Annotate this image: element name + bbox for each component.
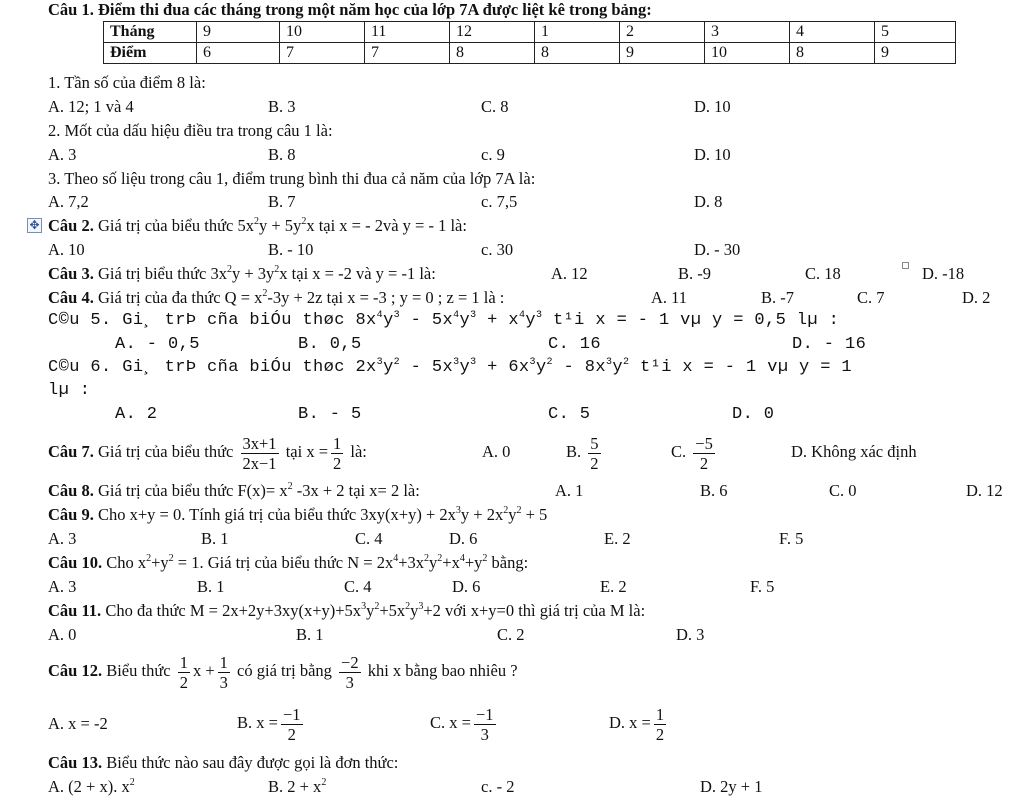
option-e: E. 2	[604, 529, 631, 548]
option-a: A. 12; 1 và 4	[48, 97, 134, 116]
table-cell: 6	[197, 43, 280, 64]
question-text: Giá trị của biểu thức	[97, 442, 234, 461]
option-b: B. x = $\frac{-1}{2}$	[237, 704, 301, 744]
question-text: Biểu thức nào sau đây được gọi là đơn thức:	[106, 753, 399, 772]
option-d: D. 10	[694, 97, 731, 116]
score-table	[103, 21, 956, 64]
option-a: A. (2 + x). $x^2$	[48, 777, 135, 796]
question-label: Câu 13.	[48, 753, 103, 772]
table-cell: 7	[365, 43, 450, 64]
expression: $3x^2y + 3y^2x$	[210, 264, 288, 283]
table-cell: Tháng	[104, 22, 197, 43]
option-b: B. 3	[268, 97, 296, 116]
question-text: khi x bằng bao nhiêu ?	[367, 661, 518, 680]
question-text: Giá trị của biểu thức $F(x)= x^2$ -3x + 2 tại x= 2 là:	[97, 481, 420, 500]
question-7: Câu 7. Giá trị của biểu thức $\frac{3x+1}{2x-1}$ tại x = $\frac{1}{2}$ là:	[48, 433, 367, 473]
question-8	[48, 481, 420, 501]
question-text: Cho đa thức $M = 2x+2y+3xy(x+y)+5x^3y^2+5x^2y^3+2$ với x+y=0 thì giá trị của M là:	[105, 601, 646, 620]
question-1-2: 2. Mốt của dấu hiệu điều tra trong câu 1 là:	[48, 121, 333, 140]
option-c: C. $\frac{-5}{2}$	[671, 433, 713, 473]
table-cell: 2	[620, 22, 705, 43]
option-d: D. 0	[732, 405, 775, 424]
fraction: $\frac{1}{2}$	[333, 433, 342, 473]
option-c: C. 7	[857, 288, 885, 307]
expression: $5x^2y + 5y^2x$	[237, 216, 315, 235]
option-a: A. 10	[48, 240, 85, 259]
table-cell: 7	[280, 43, 365, 64]
title: Câu 1. Điểm thi đua các tháng trong một năm học của lớp 7A được liệt kê trong bảng:	[48, 0, 652, 19]
option-d: D. 2y + 1	[700, 777, 763, 796]
option-b: B. - 10	[268, 240, 314, 259]
question-label: Câu 3.	[48, 264, 94, 283]
question-3	[48, 264, 436, 284]
fraction: $\frac{-1}{2}$	[282, 704, 301, 744]
option-a: A. 3	[48, 145, 77, 164]
table-cell: 8	[790, 43, 875, 64]
question-text: Giá trị biểu thức	[97, 264, 207, 283]
table-row	[104, 22, 956, 43]
option-b: B. $2 + x^2$	[268, 777, 327, 796]
question-text: Cho x+y = 0. Tính giá trị của biểu thức $3xy(x+y) + 2x^3y + 2x^2y^2 + 5$	[97, 505, 548, 524]
question-6: C©u 6. Gi¸ trÞ cña biÓu thøc $2x^3y^2 - 5x^3y^3 + 6x^3y^2 - 8x^3y^2$ t¹i x = - 1 vµ y = 1	[48, 357, 853, 377]
option-d: D. x = $\frac{1}{2}$	[609, 704, 665, 744]
fraction: $\frac{-2}{3}$	[341, 652, 359, 692]
table-cell: 12	[450, 22, 535, 43]
question-text: tại	[285, 442, 303, 461]
option-a: A. 2	[115, 405, 158, 424]
fraction: $\frac{1}{2}$	[655, 704, 665, 744]
table-cell: 8	[450, 43, 535, 64]
table-row	[104, 43, 956, 64]
option-a: A. 3	[48, 529, 77, 548]
fraction: $\frac{3x+1}{2x-1}$	[242, 433, 277, 473]
option-d: D. - 16	[792, 335, 867, 354]
question-5: C©u 5. Gi¸ trÞ cña biÓu thøc $8x^4y^3 - 5x^4y^3 + x^4y^3$ t¹i x = - 1 vµ y = 0,5 lµ :	[48, 310, 840, 330]
option-d: D. 10	[694, 145, 731, 164]
question-text: là:	[350, 442, 367, 461]
option-d: D. 8	[694, 192, 723, 211]
option-d: D. 6	[449, 529, 478, 548]
option-c: C. 4	[344, 577, 372, 596]
question-text: Giá trị của biểu thức	[97, 216, 234, 235]
small-square-icon	[902, 262, 909, 269]
option-c: c. 9	[481, 145, 505, 164]
option-c: C. 5	[548, 405, 591, 424]
fraction: $\frac{1}{2}$	[179, 652, 188, 692]
fraction: $\frac{-1}{3}$	[475, 704, 494, 744]
option-f: F. 5	[779, 529, 804, 548]
option-c: c. 30	[481, 240, 514, 259]
question-6-continued: lµ :	[48, 381, 91, 400]
table-cell: 9	[875, 43, 956, 64]
option-a: A. x = -2	[48, 714, 108, 733]
question-label: Câu 12.	[48, 661, 103, 680]
question-label: Câu 7.	[48, 442, 94, 461]
option-e: E. 2	[600, 577, 627, 596]
question-1-1: 1. Tần số của điểm 8 là:	[48, 73, 206, 92]
option-b: B. -9	[678, 264, 711, 283]
option-c: C. 16	[548, 335, 602, 354]
question-11	[48, 601, 645, 621]
question-label: Câu 10.	[48, 553, 103, 572]
option-d: D. 12	[966, 481, 1003, 500]
question-text: Cho $x^2+y^2 = 1$. Giá trị của biểu thức $N = 2x^4+3x^2y^2+x^4+y^2$ bằng:	[106, 553, 529, 572]
option-d: D. Không xác định	[791, 442, 917, 461]
option-d: D. - 30	[694, 240, 741, 259]
option-b: B. 6	[700, 481, 728, 500]
question-2	[48, 216, 467, 236]
option-b: B. $\frac{5}{2}$	[566, 433, 599, 473]
option-c: C. 8	[481, 97, 509, 116]
table-cell: 10	[280, 22, 365, 43]
option-b: B. 1	[201, 529, 229, 548]
question-10	[48, 553, 528, 573]
option-b: B. - 5	[298, 405, 362, 424]
option-c: C. 0	[829, 481, 857, 500]
table-cell: 3	[705, 22, 790, 43]
question-4	[48, 288, 504, 308]
table-cell: Điểm	[104, 43, 197, 64]
question-label: Câu 2.	[48, 216, 94, 235]
table-cell: 4	[790, 22, 875, 43]
option-b: B. 1	[296, 625, 324, 644]
option-c: C. x = $\frac{-1}{3}$	[430, 704, 494, 744]
question-text: tại x = - 2và y = - 1 là:	[318, 216, 467, 235]
option-b: B. 7	[268, 192, 296, 211]
table-cell: 11	[365, 22, 450, 43]
question-text: có giá trị bằng	[237, 661, 332, 680]
question-1-3: 3. Theo số liệu trong câu 1, điểm trung bình thi đua cả năm của lớp 7A là:	[48, 169, 536, 188]
option-b: B. 8	[268, 145, 296, 164]
option-d: D. 3	[676, 625, 705, 644]
table-cell: 9	[620, 43, 705, 64]
fraction: $\frac{5}{2}$	[590, 433, 599, 473]
question-label: Câu 11.	[48, 601, 102, 620]
option-a: A. 0	[48, 625, 77, 644]
option-a: A. 11	[651, 288, 688, 307]
option-c: C. 2	[497, 625, 525, 644]
option-b: B. 0,5	[298, 335, 362, 354]
option-a: A. 7,2	[48, 192, 89, 211]
option-c: C. 4	[355, 529, 383, 548]
question-text: Giá trị của đa thức $Q = x^2-3y + 2z$ tại x = -3 ; y = 0 ; z = 1 là :	[97, 288, 505, 307]
option-a: A. 0	[482, 442, 511, 461]
table-cell: 1	[535, 22, 620, 43]
question-9	[48, 505, 547, 525]
option-d: D. 2	[962, 288, 991, 307]
table-cell: 5	[875, 22, 956, 43]
question-text: Biểu thức	[106, 661, 171, 680]
table-cell: 8	[535, 43, 620, 64]
question-12: Câu 12. Biểu thức $\frac{1}{2}$ x + $\frac{1}{3}$ có giá trị bằng $\frac{-2}{3}$ khi x bằng bao nhiêu ?	[48, 652, 518, 692]
move-handle-icon[interactable]: ✥	[27, 218, 42, 233]
question-label: Câu 4.	[48, 288, 94, 307]
option-d: D. 6	[452, 577, 481, 596]
fraction: $\frac{1}{3}$	[219, 652, 228, 692]
fraction: $\frac{-5}{2}$	[695, 433, 713, 473]
option-f: F. 5	[750, 577, 775, 596]
question-text: tại x = -2 và y = -1 là:	[291, 264, 436, 283]
option-b: B. -7	[761, 288, 794, 307]
option-a: A. 12	[551, 264, 588, 283]
option-a: A. 3	[48, 577, 77, 596]
table-cell: 10	[705, 43, 790, 64]
question-label: Câu 9.	[48, 505, 94, 524]
option-d: D. -18	[922, 264, 965, 283]
option-a: A. 1	[555, 481, 584, 500]
option-c: c. 7,5	[481, 192, 518, 211]
question-label: Câu 8.	[48, 481, 94, 500]
option-c: C. 18	[805, 264, 841, 283]
table-cell: 9	[197, 22, 280, 43]
option-b: B. 1	[197, 577, 225, 596]
option-a: A. - 0,5	[115, 335, 200, 354]
option-c: c. - 2	[481, 777, 515, 796]
question-13	[48, 753, 398, 773]
